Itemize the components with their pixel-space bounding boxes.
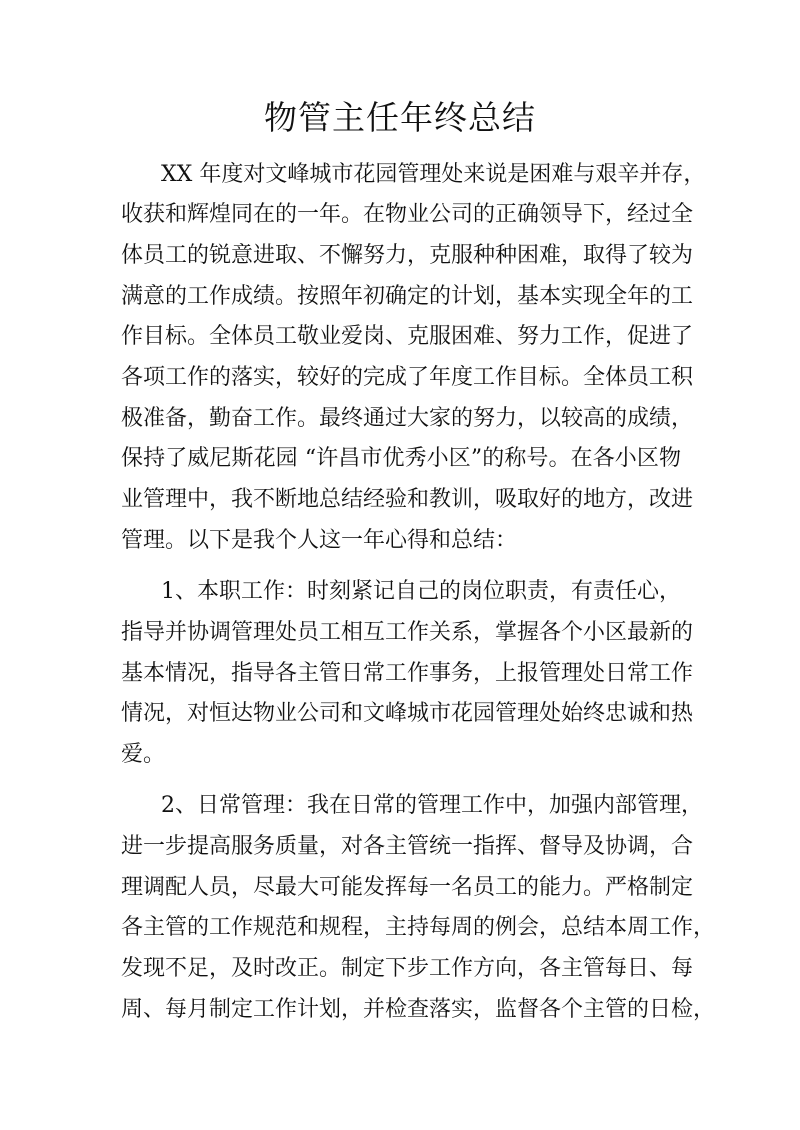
- document-title: 物管主任年终总结: [264, 98, 536, 137]
- paragraph-line: 1、本职工作：时刻紧记自己的岗位职责，有责任心，: [161, 579, 681, 604]
- paragraph-line: 管理。以下是我个人这一年心得和总结：: [121, 528, 518, 553]
- paragraph-line: 情况，对恒达物业公司和文峰城市花园管理处始终忠诚和热: [121, 701, 694, 726]
- paragraph-line: 指导并协调管理处员工相互工作关系，掌握各个小区最新的: [121, 620, 694, 645]
- paragraph-line: 进一步提高服务质量，对各主管统一指挥、督导及协调，合: [121, 834, 694, 859]
- paragraph-line: 业管理中，我不断地总结经验和教训，吸取好的地方，改进: [121, 487, 694, 512]
- paragraph-line: 各项工作的落实，较好的完成了年度工作目标。全体员工积: [121, 365, 694, 390]
- paragraph-line: XX 年度对文峰城市花园管理处来说是困难与艰辛并存，: [161, 162, 706, 187]
- paragraph-line: 保持了威尼斯花园 “许昌市优秀小区”的称号。在各小区物: [121, 446, 681, 471]
- paragraph-line: 爱。: [121, 742, 166, 767]
- paragraph-line: 发现不足，及时改正。制定下步工作方向，各主管每日、每: [121, 956, 694, 981]
- paragraph-line: 各主管的工作规范和规程，主持每周的例会，总结本周工作，: [121, 915, 716, 940]
- paragraph-line: 作目标。全体员工敬业爱岗、克服困难、努力工作，促进了: [121, 324, 694, 349]
- paragraph-line: 理调配人员，尽最大可能发挥每一名员工的能力。严格制定: [121, 875, 694, 900]
- paragraph-line: 满意的工作成绩。按照年初确定的计划，基本实现全年的工: [121, 284, 694, 309]
- paragraph-line: 周、每月制定工作计划，并检查落实，监督各个主管的日检，: [121, 997, 716, 1022]
- paragraph-line: 极准备，勤奋工作。最终通过大家的努力，以较高的成绩，: [121, 406, 694, 431]
- paragraph-line: 基本情况，指导各主管日常工作事务，上报管理处日常工作: [121, 661, 694, 686]
- paragraph-line: 收获和辉煌同在的一年。在物业公司的正确领导下，经过全: [121, 202, 694, 227]
- paragraph-line: 2、日常管理：我在日常的管理工作中，加强内部管理，: [161, 793, 703, 818]
- paragraph-line: 体员工的锐意进取、不懈努力，克服种种困难，取得了较为: [121, 243, 694, 268]
